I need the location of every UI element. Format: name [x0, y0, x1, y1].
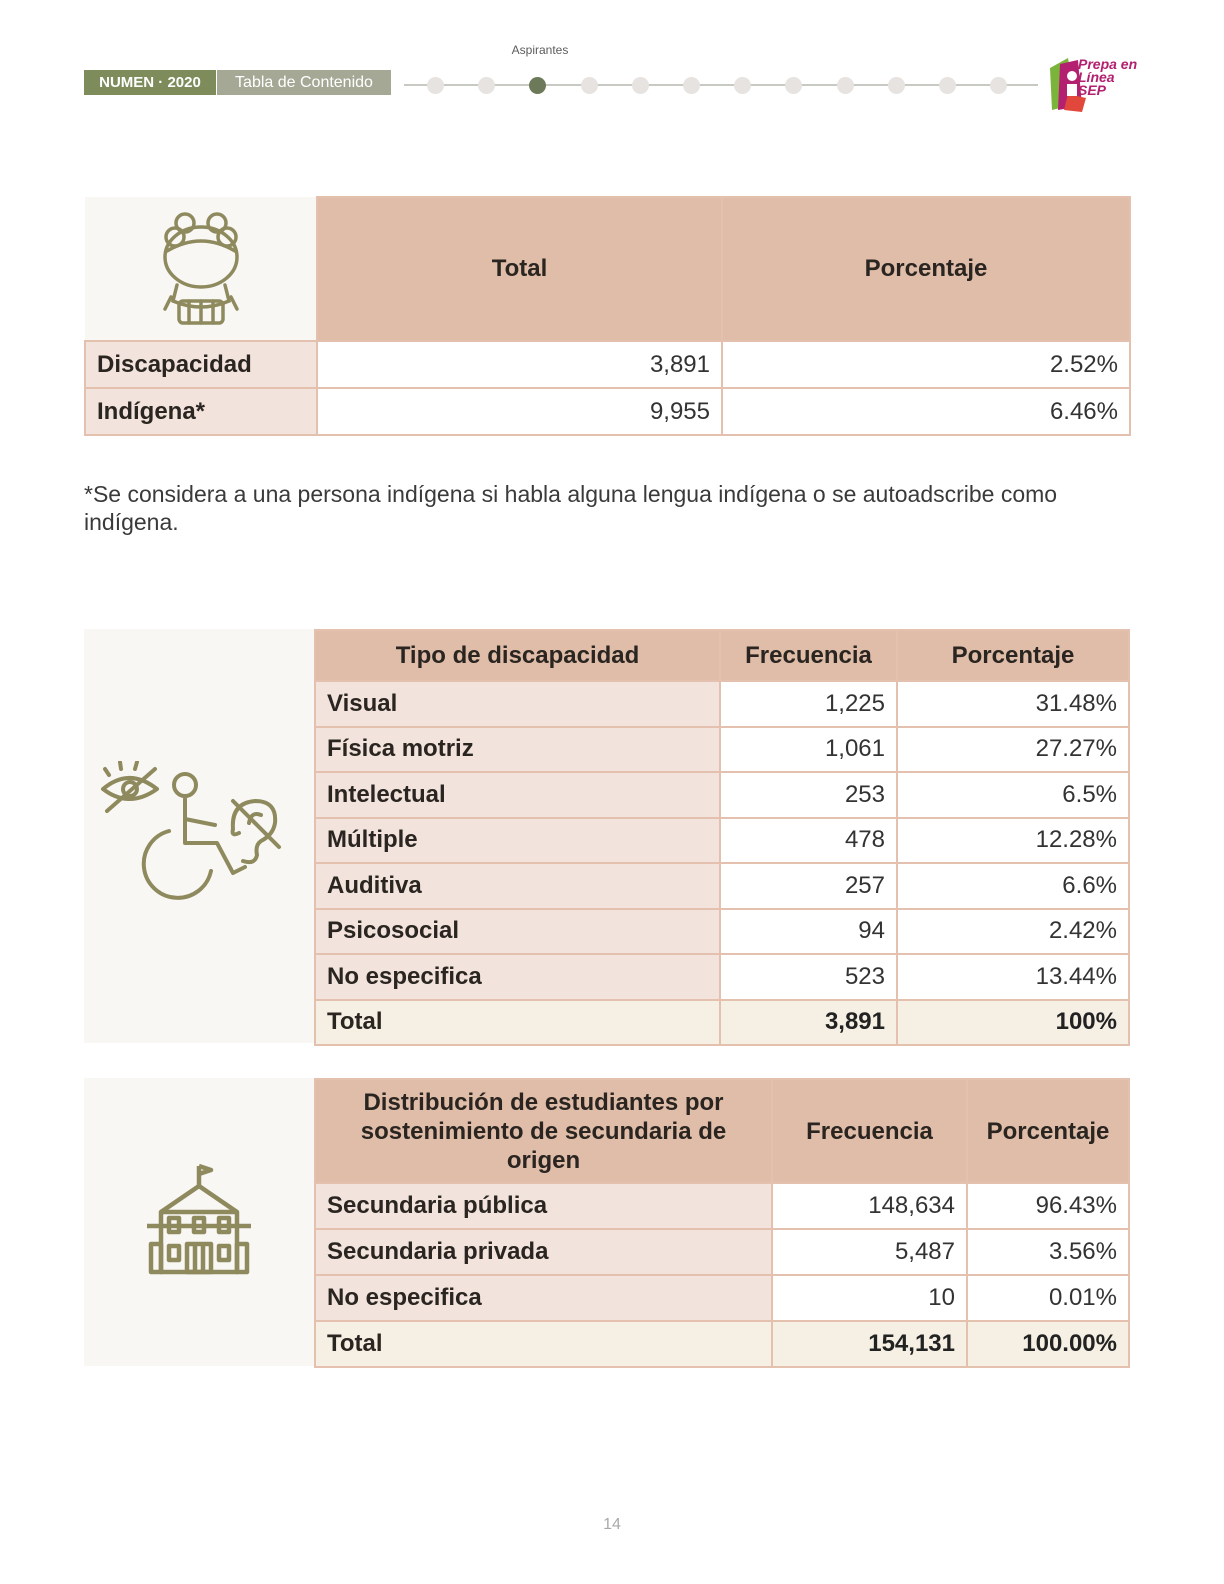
row-label: Auditiva	[315, 863, 720, 909]
row-frequency: 253	[720, 772, 897, 818]
table-row	[315, 727, 1129, 773]
total-label: Total	[315, 1000, 720, 1046]
row-total: 3,891	[317, 341, 722, 388]
logo-text: Prepa en Línea SEP	[1078, 56, 1138, 98]
school-icon-panel	[84, 1078, 314, 1366]
total-frequency: 3,891	[720, 1000, 897, 1046]
table-row	[85, 388, 1130, 435]
row-frequency: 1,225	[720, 681, 897, 727]
toc-link[interactable]: Tabla de Contenido	[217, 70, 391, 95]
progress-step-dot[interactable]	[683, 77, 700, 94]
table-row	[315, 818, 1129, 864]
table-row	[315, 1275, 1129, 1321]
col-distribution: Distribución de estudiantes por sostenimiento de secundaria de origen	[315, 1079, 772, 1183]
table-row	[315, 909, 1129, 955]
progress-step-dot[interactable]	[990, 77, 1007, 94]
col-total: Total	[317, 197, 722, 341]
col-frequency: Frecuencia	[772, 1079, 967, 1183]
table-row	[315, 1229, 1129, 1275]
progress-step-dot[interactable]	[939, 77, 956, 94]
progress-step-dot[interactable]	[632, 77, 649, 94]
row-frequency: 94	[720, 909, 897, 955]
disability-icon-panel	[84, 629, 314, 1043]
total-row	[315, 1321, 1129, 1367]
row-percent: 2.42%	[897, 909, 1129, 955]
total-label: Total	[315, 1321, 772, 1367]
total-frequency: 154,131	[772, 1321, 967, 1367]
row-label: Visual	[315, 681, 720, 727]
row-frequency: 478	[720, 818, 897, 864]
row-percent: 6.6%	[897, 863, 1129, 909]
table-row	[315, 1183, 1129, 1229]
row-percent: 31.48%	[897, 681, 1129, 727]
progress-step-dot[interactable]	[734, 77, 751, 94]
row-label: No especifica	[315, 1275, 772, 1321]
school-icon	[139, 1162, 259, 1282]
col-percent: Porcentaje	[897, 630, 1129, 681]
table-row	[315, 772, 1129, 818]
progress-step-dot[interactable]	[529, 77, 546, 94]
row-frequency: 1,061	[720, 727, 897, 773]
total-percent: 100%	[897, 1000, 1129, 1046]
row-percent: 3.56%	[967, 1229, 1129, 1275]
summary-icon-cell	[85, 197, 317, 341]
row-frequency: 5,487	[772, 1229, 967, 1275]
row-label: Múltiple	[315, 818, 720, 864]
table-row	[315, 954, 1129, 1000]
row-total: 9,955	[317, 388, 722, 435]
row-frequency: 148,634	[772, 1183, 967, 1229]
prepa-en-linea-logo	[1046, 54, 1138, 116]
row-label: Física motriz	[315, 727, 720, 773]
row-percent: 96.43%	[967, 1183, 1129, 1229]
progress-step-dot[interactable]	[427, 77, 444, 94]
section-label: Aspirantes	[511, 43, 569, 57]
row-label: Secundaria pública	[315, 1183, 772, 1229]
progress-step-dot[interactable]	[888, 77, 905, 94]
row-label: Intelectual	[315, 772, 720, 818]
disability-table	[314, 629, 1130, 1046]
row-percent: 27.27%	[897, 727, 1129, 773]
row-label: No especifica	[315, 954, 720, 1000]
col-frequency: Frecuencia	[720, 630, 897, 681]
row-percent: 6.46%	[722, 388, 1130, 435]
page-number: 14	[603, 1516, 621, 1533]
school-origin-table	[314, 1078, 1130, 1368]
total-percent: 100.00%	[967, 1321, 1129, 1367]
row-frequency: 523	[720, 954, 897, 1000]
progress-step-dot[interactable]	[837, 77, 854, 94]
row-frequency: 257	[720, 863, 897, 909]
col-percent: Porcentaje	[967, 1079, 1129, 1183]
row-percent: 6.5%	[897, 772, 1129, 818]
footnote: *Se considera a una persona indígena si habla alguna lengua indígena o se autoadscribe como indígena.	[84, 481, 1058, 535]
total-row	[315, 1000, 1129, 1046]
row-percent: 0.01%	[967, 1275, 1129, 1321]
row-label: Psicosocial	[315, 909, 720, 955]
col-percent: Porcentaje	[722, 197, 1130, 341]
row-frequency: 10	[772, 1275, 967, 1321]
disability-icon	[99, 761, 299, 911]
progress-step-dot[interactable]	[478, 77, 495, 94]
summary-table	[84, 196, 1131, 436]
row-label: Secundaria privada	[315, 1229, 772, 1275]
progress-step-dot[interactable]	[785, 77, 802, 94]
table-row	[315, 863, 1129, 909]
table-row	[85, 341, 1130, 388]
row-percent: 13.44%	[897, 954, 1129, 1000]
row-label: Indígena*	[85, 388, 317, 435]
indigenous-girl-icon	[85, 197, 317, 333]
table-row	[315, 681, 1129, 727]
col-type: Tipo de discapacidad	[315, 630, 720, 681]
row-percent: 12.28%	[897, 818, 1129, 864]
progress-step-dot[interactable]	[581, 77, 598, 94]
row-percent: 2.52%	[722, 341, 1130, 388]
row-label: Discapacidad	[85, 341, 317, 388]
numen-badge: NUMEN · 2020	[84, 70, 216, 95]
